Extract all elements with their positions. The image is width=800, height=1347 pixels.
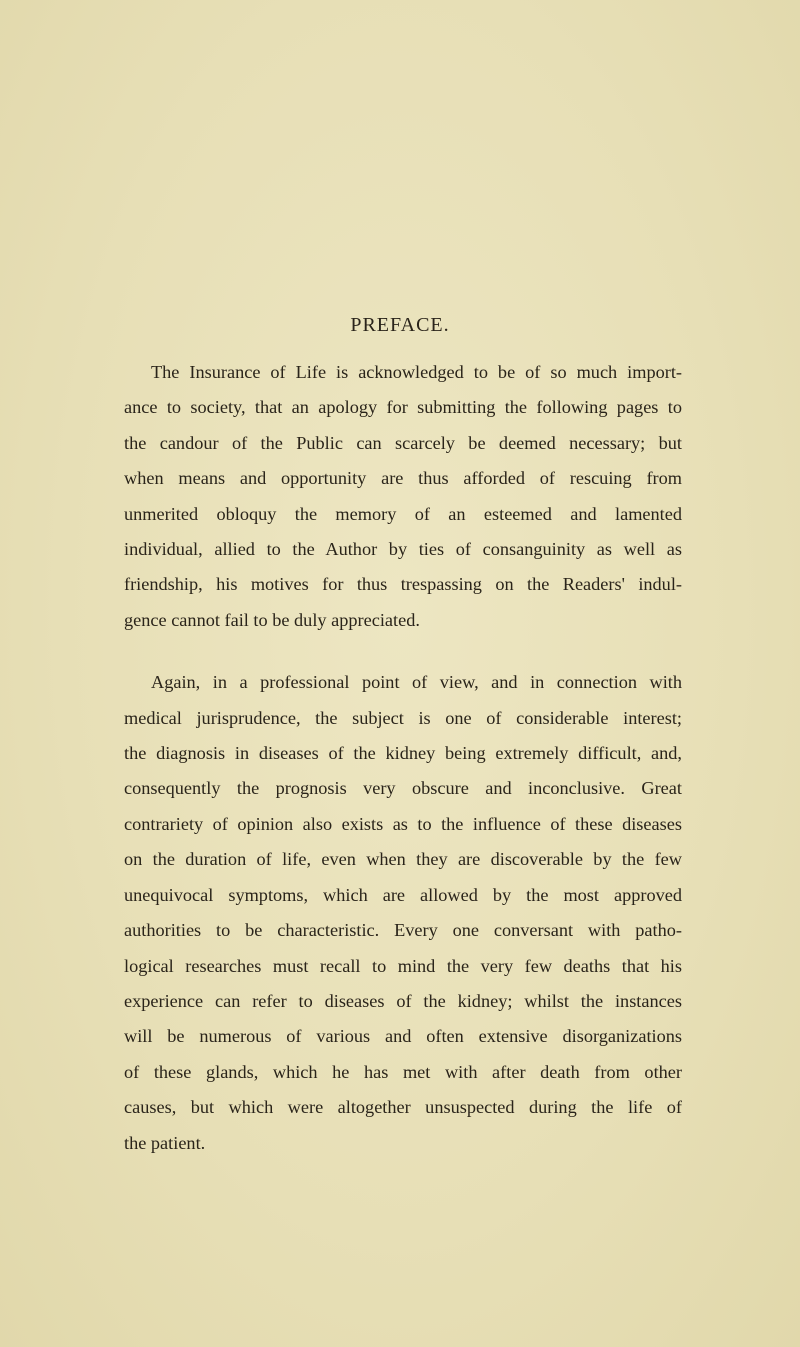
paragraph-spacer bbox=[124, 638, 682, 665]
text-line: unmerited obloquy the memory of an esteemed and lamented bbox=[124, 503, 682, 524]
text-line: ance to society, that an apology for submitting the following pages to bbox=[124, 397, 682, 418]
text-line: unequivocal symptoms, which are allowed by the most approved bbox=[124, 884, 682, 905]
paragraph-1 bbox=[124, 355, 682, 638]
text-line: gence cannot fail to be duly appreciated. bbox=[124, 609, 420, 630]
text-line: on the duration of life, even when they are discoverable by the few bbox=[124, 849, 682, 870]
text-line: friendship, his motives for thus trespassing on the Readers' indul- bbox=[124, 574, 682, 595]
page-title: PREFACE. bbox=[350, 314, 450, 336]
text-line: the candour of the Public can scarcely be deemed necessary; but bbox=[124, 432, 682, 453]
text-line: medical jurisprudence, the subject is one of considerable interest; bbox=[124, 707, 682, 728]
preface-body bbox=[124, 355, 682, 1161]
text-line: individual, allied to the Author by ties of consanguinity as well as bbox=[124, 539, 682, 560]
text-line: logical researches must recall to mind the very few deaths that his bbox=[124, 955, 682, 976]
text-line: Again, in a professional point of view, and in connection with bbox=[151, 672, 682, 693]
text-line: the patient. bbox=[124, 1132, 206, 1153]
text-line: experience can refer to diseases of the kidney; whilst the instances bbox=[124, 990, 682, 1011]
text-line: contrariety of opinion also exists as to the influence of these diseases bbox=[124, 813, 682, 834]
text-line: will be numerous of various and often extensive disorganizations bbox=[124, 1026, 682, 1047]
text-line: of these glands, which he has met with after death from other bbox=[124, 1061, 682, 1082]
text-line: authorities to be characteristic. Every one conversant with patho- bbox=[124, 920, 682, 941]
paragraph-2 bbox=[124, 665, 682, 1161]
text-line: consequently the prognosis very obscure and inconclusive. Great bbox=[124, 778, 682, 799]
text-line: The Insurance of Life is acknowledged to be of so much import- bbox=[151, 362, 682, 382]
text-line: causes, but which were altogether unsuspected during the life of bbox=[124, 1097, 682, 1118]
text-line: when means and opportunity are thus afforded of rescuing from bbox=[124, 468, 682, 489]
text-line: the diagnosis in diseases of the kidney being extremely difficult, and, bbox=[124, 743, 682, 764]
